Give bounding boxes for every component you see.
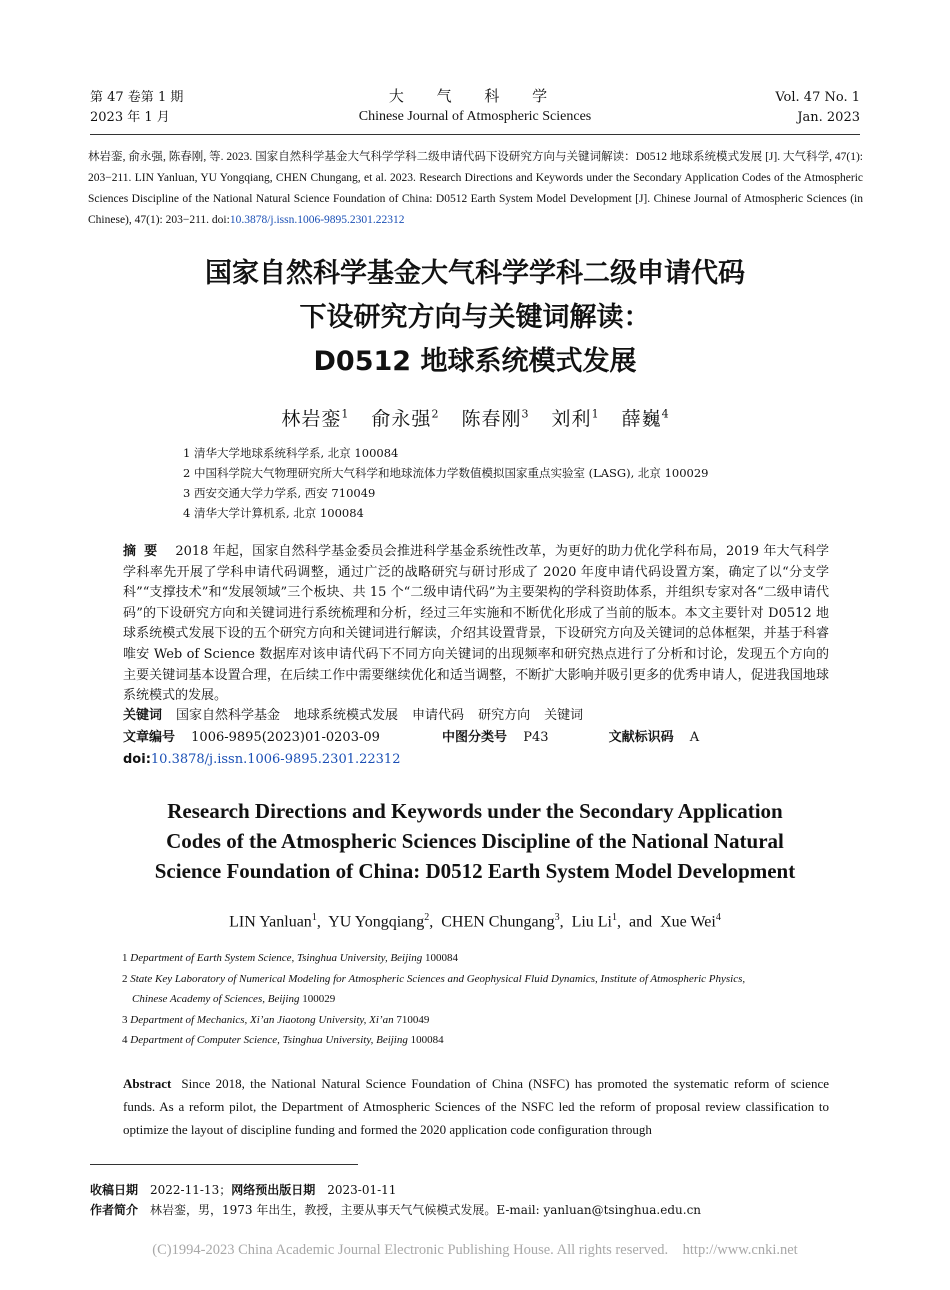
title-cn-line1: 国家自然科学基金大气科学学科二级申请代码 [205, 258, 745, 289]
affiliation-cn: 3 西安交通大学力学系, 西安 710049 [183, 486, 376, 500]
keyword: 国家自然科学基金 [176, 708, 281, 723]
author-cn: 林岩銮$^1$ [281, 407, 349, 430]
abstract-cn [123, 542, 829, 707]
affiliation-en: 2 State Key Laboratory of Numerical Modeling for Atmospheric Sciences and Geophysical Fluid Dynamics, Institute of Atmospheric Physics, [122, 972, 746, 985]
journal-name-en: Chinese Journal of Atmospheric Sciences [358, 109, 592, 124]
footnote-author [90, 1200, 870, 1220]
author-cn: 刘利$^1$ [551, 407, 599, 430]
abstract-en-text: Since 2018, the National Natural Science Foundation of China (NSFC) has promoted the systematic reform of science funds. As a reform pilot, the Department of Atmospheric Sciences of the NSFC led the reform of proposal review classification to optimize the layout of discipline funding and formed the 2020 application code configuration through [123, 1076, 829, 1137]
title-cn-line2: 下设研究方向与关键词解读： [299, 302, 651, 333]
affiliation-cn: 4 清华大学计算机系, 北京 100084 [183, 506, 364, 520]
keyword: 申请代码 [412, 708, 465, 723]
authors-en: LIN Yanluan$^1$, YU Yongqiang$^2$, CHEN Chungang$^3$, Liu Li$^1$, and Xue Wei$^4$ [229, 912, 721, 931]
keyword: 研究方向 [478, 708, 531, 723]
author-en: Liu Li [571, 913, 612, 931]
abstract-cn-text: 2018 年起，国家自然科学基金委员会推进科学基金系统性改革，为更好的助力优化学科布局，2019 年大气科学学科率先开展了学科申请代码调整，通过广泛的战略研究与研讨形成了 2020 年度申请代码设置方案，确定了以“分支学科”“支撑技术”和“发展领域”三个板块、共 15 个“二级申请代码”为主要架构的学科资助体系，并组织专家对各“二级申请代码”的下设研究方向和关键词进行系统梳理和分析，经过三年实施和不断优化形成了当前的版本。本文主要针对 D0512 地球系统模式发展下设的五个研究方向和关键词进行解读，介绍其设置背景，下设研究方向及关键词的总体框架，并基于科睿唯安 Web of Science 数据库对该申请代码下不同方向关键词的出现频率和研究热点进行了分析和讨论，发现五个方向的主要关键词基本设置合理，在后续工作中需要继续优化和适当调整，不断扩大影响并吸引更多的优秀申请人，促进我国地球系统模式的发展。 [123, 544, 829, 704]
keyword: 关键词 [544, 708, 584, 723]
keywords-cn [123, 706, 829, 726]
abstract-en-label: Abstract [123, 1076, 172, 1091]
date-cn: 2023 年 1 月 [90, 110, 170, 125]
volume-en: Vol. 47 No. 1 [775, 90, 860, 105]
authors-cn [0, 404, 950, 431]
author-en: Xue Wei [660, 913, 716, 931]
keywords-label: 关键词 [123, 708, 163, 723]
affiliation-en: 4 Department of Computer Science, Tsinghua University, Beijing 100084 [122, 1034, 444, 1046]
keyword: 地球系统模式发展 [294, 708, 399, 723]
header-rule [90, 134, 860, 135]
article-no: 1006-9895(2023)01-0203-09 [191, 730, 380, 745]
doc-code-label: 文献标识码 [608, 730, 674, 745]
doi-label: doi: [123, 752, 151, 767]
affiliation-en: 1 Department of Earth System Science, Tsinghua University, Beijing 100084 [122, 952, 458, 964]
author-cn: 薛巍$^4$ [621, 407, 669, 430]
citation-text: 林岩銮, 俞永强, 陈春刚, 等. 2023. 国家自然科学基金大气科学学科二级申请代码下设研究方向与关键词解读：D0512 地球系统模式发展 [J]. 大气科学, 47(1): 203−211. LIN Yanluan, YU Yongqiang, CHEN Chungang, et al. 2023. Research Directions and Keywords under the Secondary Application Codes of the Atmospheric Sciences Discipline of the National Natural Science Foundation of China: D0512 Earth System Model Development [J]. Chinese Journal of Atmospheric Sciences (in Chinese), 47(1): 203−211. doi: [88, 151, 863, 226]
header-right [775, 88, 860, 128]
doi-link[interactable]: 10.3878/j.issn.1006-9895.2301.22312 [150, 752, 401, 767]
title-en-line3: Science Foundation of China: D0512 Earth System Model Development [154, 859, 796, 883]
author-en: LIN Yanluan [229, 913, 312, 931]
affiliations-cn [183, 443, 708, 523]
received-label: 收稿日期 [90, 1183, 139, 1197]
title-cn-line3: D0512 地球系统模式发展 [313, 346, 637, 377]
affiliation-cn: 2 中国科学院大气物理研究所大气科学和地球流体力学数值模拟国家重点实验室 (LASG), 北京 100029 [183, 466, 709, 480]
title-en [60, 796, 890, 886]
copyright-watermark: (C)1994-2023 China Academic Journal Electronic Publishing House. All rights reserved. http://www.cnki.net [152, 1242, 798, 1258]
affiliation-en-cont: Chinese Academy of Sciences, Beijing 100029 [132, 993, 336, 1005]
journal-name-cn: 大 气 科 学 [388, 87, 562, 105]
affiliations-en [122, 948, 832, 1051]
date-en: Jan. 2023 [797, 110, 860, 125]
online-date: 2023-01-11 [327, 1183, 397, 1197]
volume-cn: 第 47 卷第 1 期 [90, 90, 184, 105]
title-cn [60, 252, 890, 384]
footnote-rule [90, 1164, 358, 1165]
abstract-cn-label: 摘要 [123, 544, 166, 559]
author-bio-label: 作者简介 [90, 1203, 139, 1217]
citation-doi-link[interactable]: 10.3878/j.issn.1006-9895.2301.22312 [229, 214, 405, 226]
affiliation-cn: 1 清华大学地球系统科学系, 北京 100084 [183, 446, 399, 460]
citation-block [88, 147, 863, 231]
author-en: CHEN Chungang [441, 913, 555, 931]
online-label: 网络预出版日期 [231, 1183, 316, 1197]
author-bio-text: 林岩銮，男，1973 年出生，教授，主要从事天气气候模式发展。E-mail: yanluan@tsinghua.edu.cn [150, 1203, 702, 1217]
title-en-line1: Research Directions and Keywords under the Secondary Application [167, 799, 783, 823]
article-info-row [123, 728, 829, 748]
clc-value: P43 [523, 730, 549, 745]
received-date: 2022-11-13； [150, 1183, 232, 1197]
footnote-dates [90, 1180, 870, 1200]
author-en: YU Yongqiang [328, 913, 425, 931]
article-no-label: 文章编号 [123, 730, 176, 745]
doi-row [123, 750, 829, 770]
clc-label: 中图分类号 [442, 730, 508, 745]
doc-code-value: A [689, 730, 700, 745]
affiliation-en: 3 Department of Mechanics, Xi’an Jiaotong University, Xi’an 710049 [122, 1013, 430, 1026]
title-en-line2: Codes of the Atmospheric Sciences Discipline of the National Natural [166, 829, 784, 853]
author-cn: 俞永强$^2$ [371, 407, 439, 430]
author-cn: 陈春刚$^3$ [461, 407, 529, 430]
abstract-en [123, 1072, 829, 1141]
